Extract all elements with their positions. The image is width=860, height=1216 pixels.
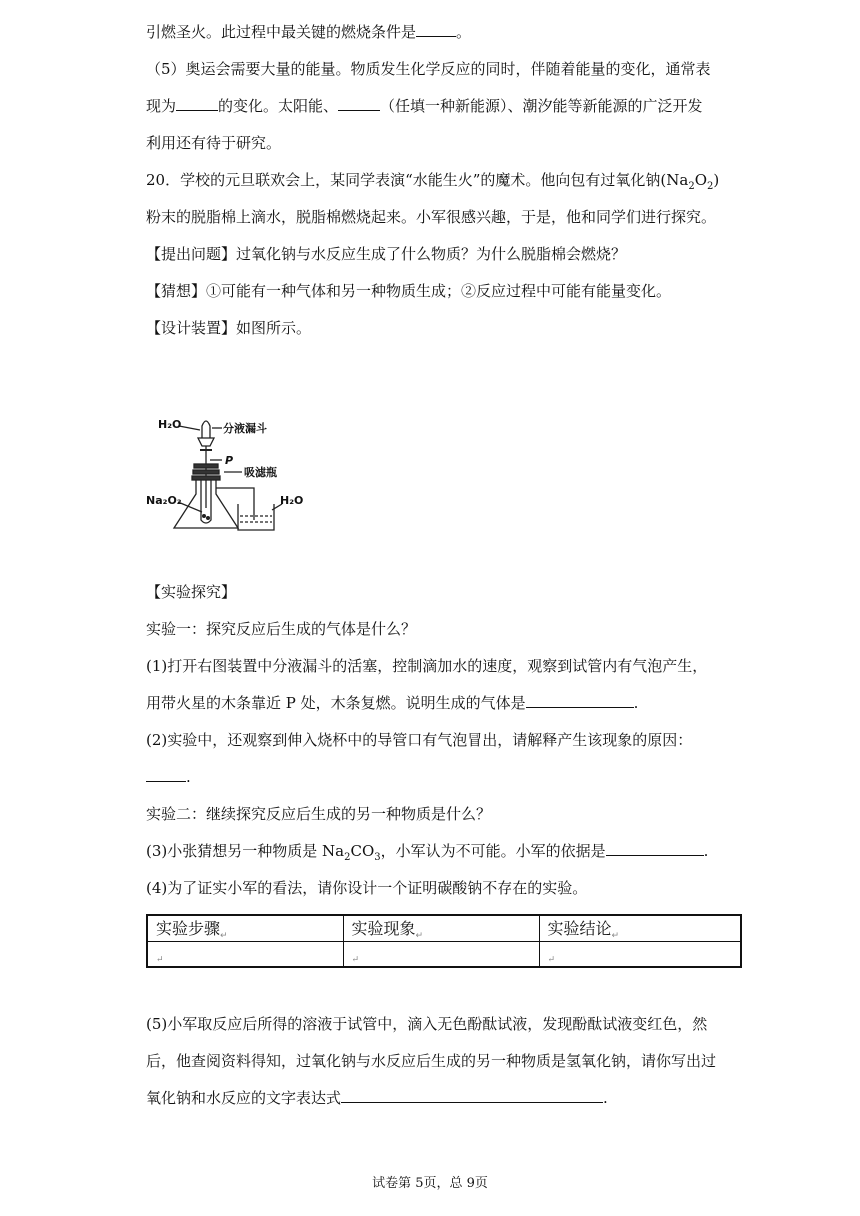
line-12: (1)打开右图装置中分液漏斗的活塞，控制滴加水的速度，观察到试管内有气泡产生， <box>146 657 708 675</box>
line-18: (4)为了证实小军的看法，请你设计一个证明碳酸钠不存在的实验。 <box>146 879 588 897</box>
label-na2o2: Na₂O₂ <box>146 494 182 507</box>
table-row <box>147 942 741 968</box>
table-header-cell: 实验结论$_↵$ <box>539 915 741 942</box>
answer-blank[interactable] <box>526 693 634 708</box>
line-10: 【实验探究】 <box>146 583 237 601</box>
line-17: (3)小张猜想另一种物质是 $Na_2CO_3$，小军认为不可能。小军的依据是 . <box>146 842 709 863</box>
line-16: 实验二：继续探究反应后生成的另一种物质是什么？ <box>146 805 492 823</box>
line-5: 20．学校的元旦联欢会上，某同学表演“水能生火”的魔术。他向包有过氧化钠$(Na_2O_2)$ <box>146 171 720 192</box>
line-15: . <box>146 767 191 787</box>
answer-blank[interactable] <box>606 841 704 856</box>
line-20: 后，他查阅资料得知，过氧化钠与水反应后生成的另一种物质是氢氧化钠，请你写出过 <box>146 1052 717 1070</box>
line-9: 【设计装置】如图所示。 <box>146 319 312 337</box>
line-7: 【提出问题】过氧化钠与水反应生成了什么物质？为什么脱脂棉会燃烧？ <box>146 245 627 263</box>
line-6: 粉末的脱脂棉上滴水，脱脂棉燃烧起来。小军很感兴趣，于是，他和同学们进行探究。 <box>146 208 717 226</box>
line-2: （5）奥运会需要大量的能量。物质发生化学反应的同时，伴随着能量的变化，通常表 <box>146 60 711 78</box>
line-14: (2)实验中，还观察到伸入烧杯中的导管口有气泡冒出，请解释产生该现象的原因： <box>146 731 693 749</box>
table-header-cell: 实验现象$_↵$ <box>343 915 539 942</box>
beaker <box>238 504 274 530</box>
line-13: 用带火星的木条靠近 P 处，木条复燃。说明生成的气体是 . <box>146 694 639 712</box>
line-3: 现为 的变化。太阳能、 （任填一种新能源）、潮汐能等新能源的广泛开发 <box>146 97 703 115</box>
line-21: 氧化钠和水反应的文字表达式 . <box>146 1089 608 1107</box>
line-8: 【猜想】①可能有一种气体和另一种物质生成；②反应过程中可能有能量变化。 <box>146 282 672 300</box>
label-funnel: 分液漏斗 <box>223 422 267 435</box>
answer-blank[interactable] <box>341 1088 603 1103</box>
answer-blank[interactable] <box>416 22 456 37</box>
label-h2o-top: H₂O <box>158 418 182 431</box>
label-h2o-beaker: H₂O <box>280 494 304 507</box>
apparatus-diagram <box>146 408 306 536</box>
label-flask: 吸滤瓶 <box>244 466 277 479</box>
separatory-funnel <box>202 421 210 438</box>
label-p: P <box>225 454 234 467</box>
page-footer: 试卷第 5页，总 9页 <box>372 1176 488 1191</box>
line-19: (5)小军取反应后所得的溶液于试管中，滴入无色酚酞试液，发现酚酞试液变红色，然 <box>146 1015 708 1033</box>
answer-blank[interactable] <box>146 767 186 782</box>
table-cell[interactable]: ↵ <box>539 942 741 968</box>
answer-blank[interactable] <box>176 96 218 111</box>
table-cell[interactable]: ↵ <box>147 942 343 968</box>
answer-blank[interactable] <box>338 96 380 111</box>
table-header-cell: 实验步骤$_↵$ <box>147 915 343 942</box>
table-row <box>147 915 741 942</box>
table-cell[interactable]: ↵ <box>343 942 539 968</box>
line-4: 利用还有待于研究。 <box>146 134 282 152</box>
line-11: 实验一：探究反应后生成的气体是什么？ <box>146 620 417 638</box>
experiment-table <box>146 914 742 968</box>
line-1: 引燃圣火。此过程中最关键的燃烧条件是 。 <box>146 23 472 41</box>
